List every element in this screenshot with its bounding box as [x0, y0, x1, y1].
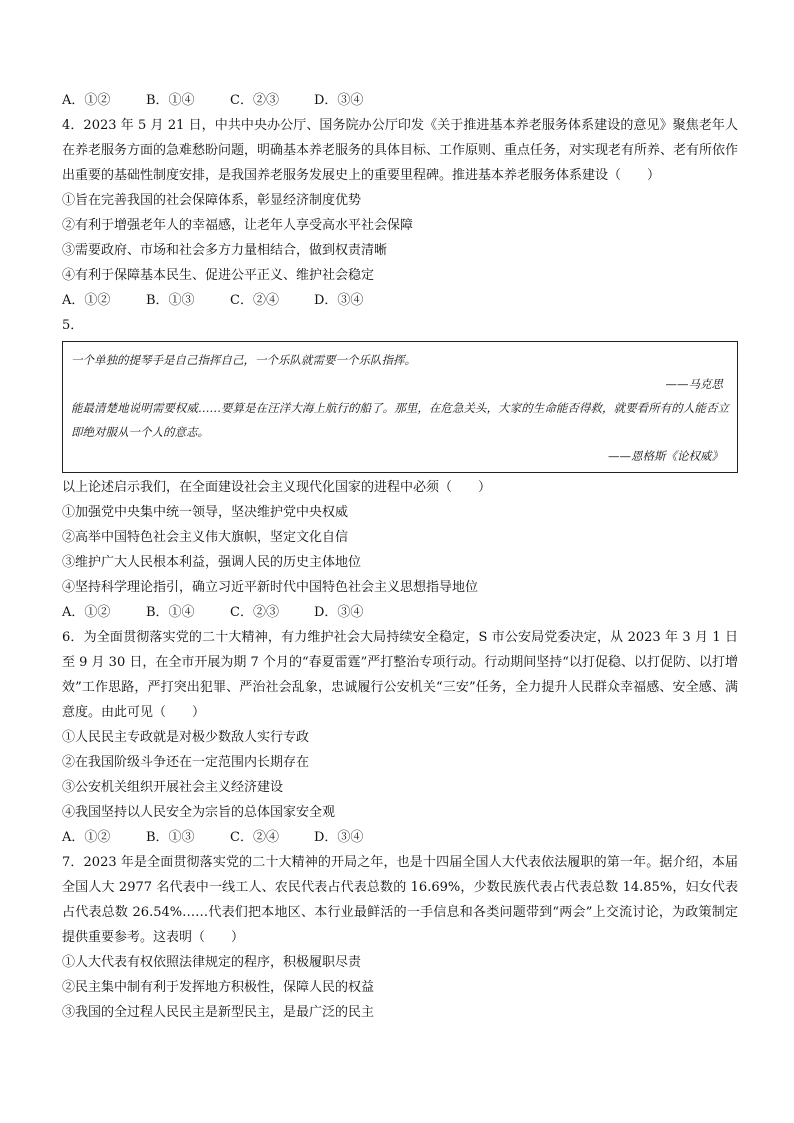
q4-item-2: ②有利于增强老年人的幸福感，让老年人享受高水平社会保障 [62, 218, 414, 233]
q5-source-marx: ——马克思 [665, 377, 723, 391]
q7-item-2: ②民主集中制有利于发挥地方积极性，保障人民的权益 [62, 980, 375, 995]
q5-source-engels: ——恩格斯《论权威》 [608, 449, 723, 463]
q4-option-c[interactable]: C．②④ [230, 293, 279, 308]
q6-item-2: ②在我国阶级斗争还在一定范围内长期存在 [62, 755, 310, 770]
q6-option-d[interactable]: D．③④ [314, 830, 364, 845]
q6-option-a[interactable]: A．①② [62, 830, 111, 845]
q5-options [62, 600, 738, 625]
q5-number: 5． [62, 318, 84, 333]
q4-stem: 4．2023 年 5 月 21 日，中共中央办公厅、国务院办公厅印发《关于推进基本养老服务体系建设的意见》聚焦老年人在养老服务方面的急难愁盼问题，明确基本养老服务的具体目标、工作原则、重点任务，对实现老有所养、老有所依作出重要的基础性制度安排，是我国养老服务发展史上的重要里程碑。推进基本养老服务体系建设（ ） [62, 118, 739, 183]
q3-option-b[interactable]: B．①④ [146, 93, 195, 108]
q6-option-c[interactable]: C．②④ [230, 830, 279, 845]
q5-option-c[interactable]: C．②③ [230, 605, 279, 620]
q5-stem: 以上论述启示我们，在全面建设社会主义现代化国家的进程中必须（ ） [62, 480, 492, 495]
q5-option-d[interactable]: D．③④ [314, 605, 364, 620]
q4-option-b[interactable]: B．①③ [146, 293, 195, 308]
q5-option-b[interactable]: B．①④ [146, 605, 195, 620]
q4-item-4: ④有利于保障基本民生、促进公平正义、维护社会稳定 [62, 268, 375, 283]
q5-item-1: ①加强党中央集中统一领导，坚决维护党中央权威 [62, 505, 349, 520]
q6-option-b[interactable]: B．①③ [146, 830, 195, 845]
q5-quote-marx: 一个单独的提琴手是自己指挥自己，一个乐队就需要一个乐队指挥。 [71, 353, 416, 367]
q5-option-a[interactable]: A．①② [62, 605, 111, 620]
q5-item-2: ②高举中国特色社会主义伟大旗帜，坚定文化自信 [62, 530, 349, 545]
q4-item-3: ③需要政府、市场和社会多方力量相结合，做到权责清晰 [62, 243, 388, 258]
q3-option-d[interactable]: D．③④ [314, 93, 364, 108]
q5-item-4: ④坚持科学理论指引，确立习近平新时代中国特色社会主义思想指导地位 [62, 580, 479, 595]
exam-page [62, 88, 738, 1025]
q7-item-1: ①人大代表有权依照法律规定的程序，积极履职尽责 [62, 955, 362, 970]
q5-quote-box [62, 341, 738, 473]
q4-options [62, 288, 738, 313]
q7-stem: 7．2023 年是全面贯彻落实党的二十大精神的开局之年，也是十四届全国人大代表依法履职的第一年。据介绍，本届全国人大 2977 名代表中一线工人、农民代表占代表总数的 16.69%，少数民族代表占代表总数 14.85%，妇女代表占代表总数 26.54%……代表们把本地区、本行业最鲜活的一手信息和各类问题带到“两会”上交流讨论，为政策制定提供重要参考。这表明（ ） [62, 855, 738, 945]
q6-item-4: ④我国坚持以人民安全为宗旨的总体国家安全观 [62, 805, 336, 820]
q6-options [62, 825, 738, 850]
q6-stem: 6．为全面贯彻落实党的二十大精神，有力维护社会大局持续安全稳定，S 市公安局党委决定，从 2023 年 3 月 1 日至 9 月 30 日，在全市开展为期 7 个月的“春夏雷霆”严打整治专项行动。行动期间坚持“以打促稳、以打促防、以打增效”工作思路，严打突出犯罪、严治社会乱象，忠诚履行公安机关“三安”任务，全力提升人民群众幸福感、安全感、满意度。由此可见（ ） [62, 630, 738, 720]
q6-item-3: ③公安机关组织开展社会主义经济建设 [62, 780, 284, 795]
q4-option-d[interactable]: D．③④ [314, 293, 364, 308]
q6-item-1: ①人民民主专政就是对极少数敌人实行专政 [62, 730, 310, 745]
q4-item-1: ①旨在完善我国的社会保障体系，彰显经济制度优势 [62, 193, 362, 208]
q3-options [62, 88, 738, 113]
q3-option-c[interactable]: C．②③ [230, 93, 279, 108]
q7-item-3: ③我国的全过程人民民主是新型民主，是最广泛的民主 [62, 1005, 375, 1020]
q5-quote-engels: 能最清楚地说明需要权威……要算是在汪洋大海上航行的船了。那里，在危急关头，大家的生命能否得救，就要看所有的人能否立即绝对服从一个人的意志。 [71, 401, 729, 439]
q3-option-a[interactable]: A．①② [62, 93, 111, 108]
q4-option-a[interactable]: A．①② [62, 293, 111, 308]
q5-item-3: ③维护广大人民根本利益，强调人民的历史主体地位 [62, 555, 362, 570]
